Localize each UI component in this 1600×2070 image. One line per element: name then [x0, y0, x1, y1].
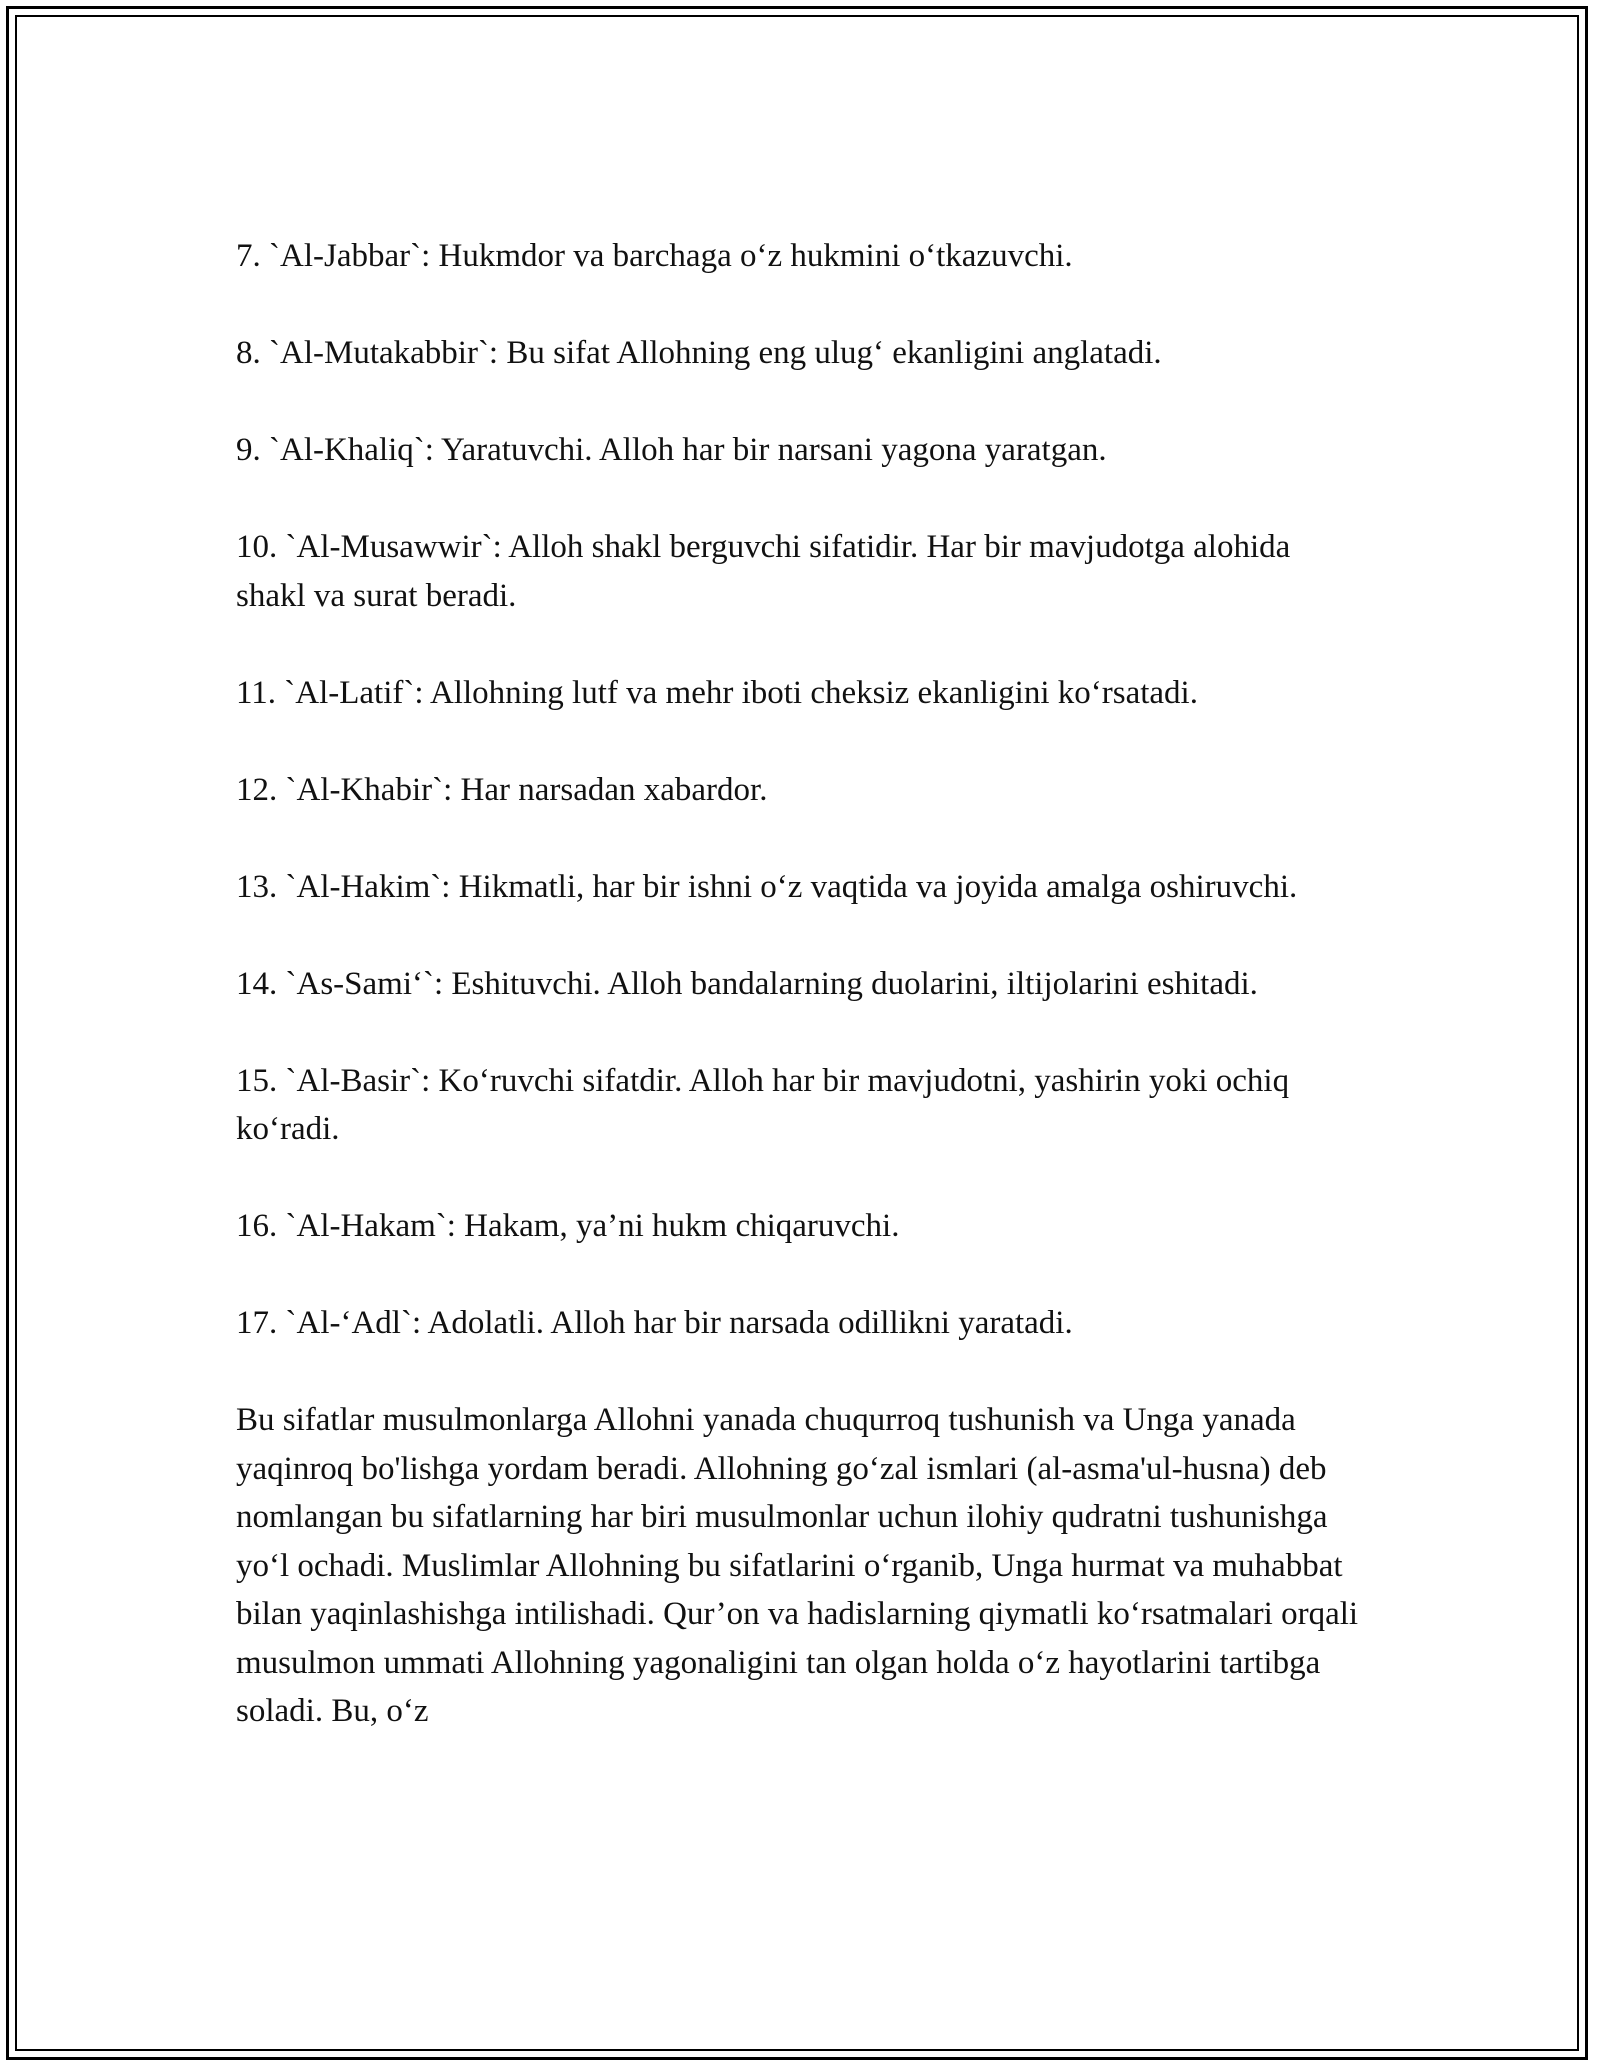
list-item-al-khaliq: 9. `Al-Khaliq`: Yaratuvchi. Alloh har bir narsani yagona yaratgan. [236, 432, 1107, 468]
list-item-al-jabbar: 7. `Al-Jabbar`: Hukmdor va barchaga o‘z hukmini o‘tkazuvchi. [236, 238, 1073, 274]
document-body [236, 232, 1366, 1736]
list-item-al-latif: 11. `Al-Latif`: Allohning lutf va mehr iboti cheksiz ekanligini ko‘rsatadi. [236, 674, 1198, 711]
list-item-al-hakim: 13. `Al-Hakim`: Hikmatli, har bir ishni o‘z vaqtida va joyida amalga oshiruvchi. [236, 868, 1298, 905]
list-item-as-sami: 14. `As-Sami‘`: Eshituvchi. Alloh bandalarning duolarini, iltijolarini eshitadi. [236, 965, 1258, 1002]
list-item-al-hakam: 16. `Al-Hakam`: Hakam, ya’ni hukm chiqaruvchi. [236, 1208, 900, 1244]
list-item-al-musawwir: 10. `Al-Musawwir`: Alloh shakl berguvchi sifatidir. Har bir mavjudotga alohida shakl va surat beradi. [236, 529, 1291, 614]
list-item-al-basir: 15. `Al-Basir`: Ko‘ruvchi sifatdir. Alloh har bir mavjudotni, yashirin yoki ochiq ko‘radi. [236, 1062, 1290, 1147]
list-item-al-adl: 17. `Al-‘Adl`: Adolatli. Alloh har bir narsada odillikni yaratadi. [236, 1305, 1073, 1341]
list-item-al-mutakabbir: 8. `Al-Mutakabbir`: Bu sifat Allohning eng ulug‘ ekanligini anglatadi. [236, 335, 1162, 371]
list-item-al-khabir: 12. `Al-Khabir`: Har narsadan xabardor. [236, 771, 768, 808]
closing-paragraph: Bu sifatlar musulmonlarga Allohni yanada chuqurroq tushunish va Unga yanada yaqinroq bo'lishga yordam beradi. Allohning go‘zal ismlari (al-asma'ul-husna) deb nomlangan bu sifatlarning har biri musulmonlar uchun ilohiy qudratni tushunishga yo‘l ochadi. Muslimlar Allohning bu sifatlarini o‘rganib, Unga hurmat va muhabbat bilan yaqinlashishga intilishadi. Qur’on va hadislarning qiymatli ko‘rsatmalari orqali musulmon ummati Allohning yagonaligini tan olgan holda o‘z hayotlarini tartibga soladi. Bu, o‘z [236, 1402, 1359, 1729]
